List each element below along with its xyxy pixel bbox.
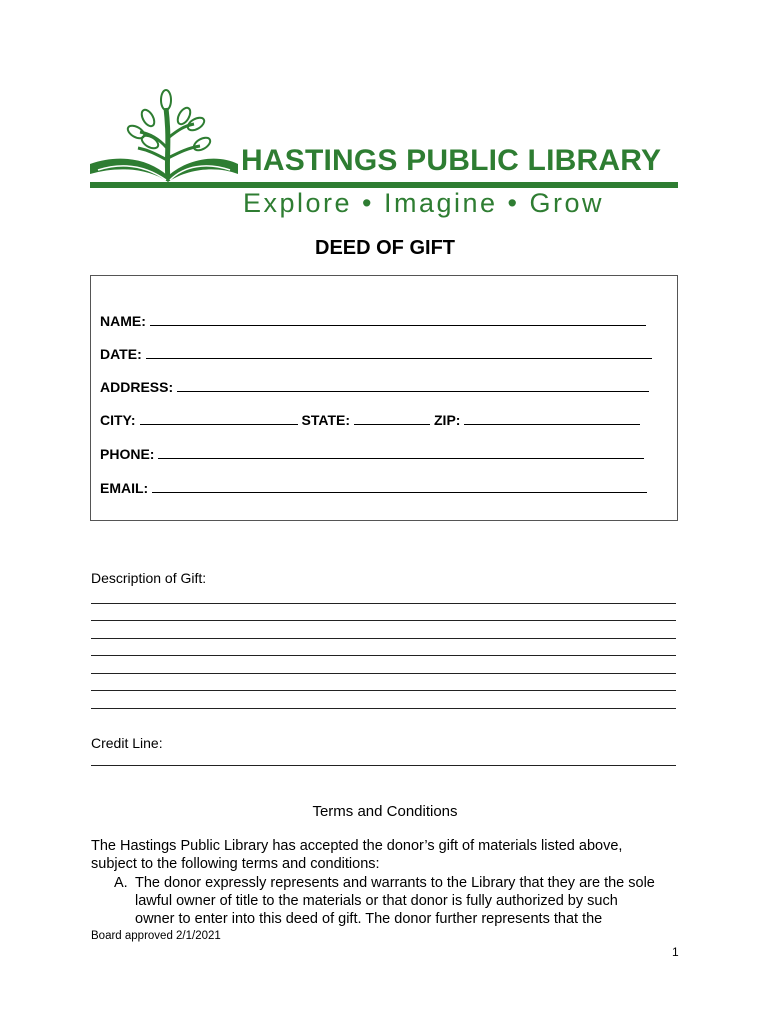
- name-label: NAME:: [100, 313, 146, 329]
- page-number: 1: [672, 945, 679, 959]
- address-field[interactable]: [100, 377, 649, 395]
- phone-field[interactable]: [100, 444, 644, 462]
- library-logo: [88, 88, 683, 223]
- city-label: CITY:: [100, 412, 136, 428]
- description-line-3[interactable]: [91, 638, 676, 639]
- state-label: STATE:: [301, 412, 350, 428]
- credit-line-blank[interactable]: [91, 765, 676, 766]
- date-field[interactable]: [100, 344, 652, 362]
- description-line-5[interactable]: [91, 673, 676, 674]
- address-label: ADDRESS:: [100, 379, 174, 395]
- logo-name: HASTINGS PUBLIC LIBRARY: [241, 144, 662, 177]
- tree-book-logo-icon: [88, 88, 248, 188]
- description-line-6[interactable]: [91, 690, 676, 691]
- zip-label: ZIP:: [434, 412, 461, 428]
- state-blank[interactable]: [354, 410, 430, 425]
- terms-intro-line-2: subject to the following terms and conditions:: [91, 856, 380, 872]
- city-state-zip-field[interactable]: [100, 410, 640, 428]
- email-label: EMAIL:: [100, 480, 149, 496]
- donor-info-box: [90, 275, 678, 521]
- description-line-2[interactable]: [91, 620, 676, 621]
- phone-blank[interactable]: [158, 444, 644, 459]
- date-blank[interactable]: [146, 344, 652, 359]
- phone-label: PHONE:: [100, 446, 155, 462]
- description-line-7[interactable]: [91, 708, 676, 709]
- description-line-4[interactable]: [91, 655, 676, 656]
- address-blank[interactable]: [177, 377, 649, 392]
- credit-line-label: Credit Line:: [91, 735, 163, 751]
- term-a-line-2: lawful owner of title to the materials or that donor is fully authorized by such: [135, 893, 618, 909]
- email-field[interactable]: [100, 478, 647, 496]
- zip-blank[interactable]: [464, 410, 640, 425]
- name-blank[interactable]: [150, 311, 646, 326]
- name-field[interactable]: [100, 311, 646, 329]
- term-a-line-1: The donor expressly represents and warrants to the Library that they are the sole: [135, 875, 655, 891]
- term-a-line-3: owner to enter into this deed of gift. The donor further represents that the: [135, 911, 603, 927]
- city-blank[interactable]: [140, 410, 298, 425]
- term-a-marker: A.: [114, 875, 128, 891]
- email-blank[interactable]: [152, 478, 647, 493]
- document-title: DEED OF GIFT: [315, 237, 455, 259]
- board-approval-footer: Board approved 2/1/2021: [91, 930, 221, 942]
- terms-title: Terms and Conditions: [312, 803, 458, 820]
- date-label: DATE:: [100, 346, 142, 362]
- logo-tagline: Explore • Imagine • Grow: [243, 188, 605, 218]
- description-line-1[interactable]: [91, 603, 676, 604]
- terms-intro-line-1: The Hastings Public Library has accepted the donor’s gift of materials listed above,: [91, 838, 623, 854]
- description-label: Description of Gift:: [91, 570, 207, 586]
